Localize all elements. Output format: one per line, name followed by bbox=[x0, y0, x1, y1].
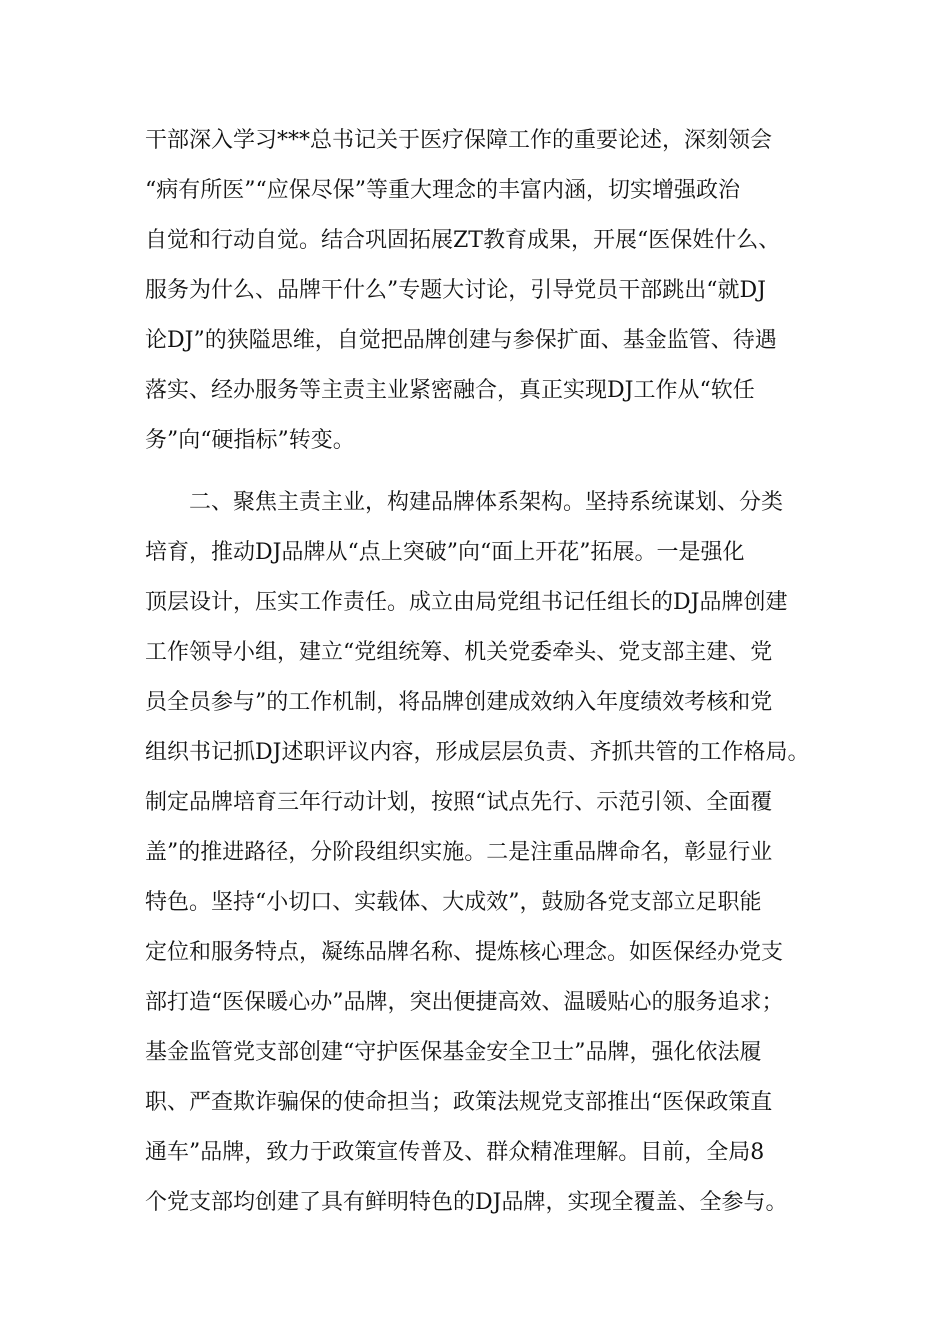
paragraph-line: 员全员参与”的工作机制，将品牌创建成效纳入年度绩效考核和党 bbox=[145, 690, 773, 715]
paragraph-line: 论DJ”的狭隘思维，自觉把品牌创建与参保扩面、基金监管、待遇 bbox=[145, 328, 777, 353]
paragraph-line: 特色。坚持“小切口、实载体、大成效”，鼓励各党支部立足职能 bbox=[145, 890, 762, 915]
paragraph-line: 通车”品牌，致力于政策宣传普及、群众精准理解。目前，全局8 bbox=[145, 1140, 765, 1165]
paragraph-line: 落实、经办服务等主责主业紧密融合，真正实现DJ工作从“软任 bbox=[145, 378, 755, 403]
paragraph-line: 工作领导小组，建立“党组统筹、机关党委牵头、党支部主建、党 bbox=[145, 640, 773, 665]
paragraph-heading-line: 二、聚焦主责主业，构建品牌体系架构。坚持系统谋划、分类 bbox=[189, 490, 784, 515]
paragraph-2 bbox=[145, 478, 825, 1228]
paragraph-line: 组织书记抓DJ述职评议内容，形成层层负责、齐抓共管的工作格局。 bbox=[145, 740, 810, 765]
paragraph-line: 定位和服务特点，凝练品牌名称、提炼核心理念。如医保经办党支 bbox=[145, 940, 784, 965]
paragraph-1 bbox=[145, 116, 825, 466]
paragraph-line: “病有所医”“应保尽保”等重大理念的丰富内涵，切实增强政治 bbox=[145, 178, 740, 203]
paragraph-line: 顶层设计，压实工作责任。成立由局党组书记任组长的DJ品牌创建 bbox=[145, 590, 788, 615]
paragraph-line: 培育，推动DJ品牌从“点上突破”向“面上开花”拓展。一是强化 bbox=[145, 540, 745, 565]
paragraph-line: 自觉和行动自觉。结合巩固拓展ZT教育成果，开展“医保姓什么、 bbox=[145, 228, 781, 253]
paragraph-line: 服务为什么、品牌干什么”专题大讨论，引导党员干部跳出“就DJ bbox=[145, 278, 766, 303]
paragraph-line: 部打造“医保暖心办”品牌，突出便捷高效、温暖贴心的服务追求； bbox=[145, 990, 784, 1015]
paragraph-line: 制定品牌培育三年行动计划，按照“试点先行、示范引领、全面覆 bbox=[145, 790, 773, 815]
paragraph-line: 基金监管党支部创建“守护医保基金安全卫士”品牌，强化依法履 bbox=[145, 1040, 762, 1065]
paragraph-line: 盖”的推进路径，分阶段组织实施。二是注重品牌命名，彰显行业 bbox=[145, 840, 773, 865]
paragraph-line: 务”向“硬指标”转变。 bbox=[145, 428, 355, 453]
paragraph-line: 个党支部均创建了具有鲜明特色的DJ品牌，实现全覆盖、全参与。 bbox=[145, 1190, 788, 1215]
paragraph-line: 干部深入学习***总书记关于医疗保障工作的重要论述，深刻领会 bbox=[145, 128, 773, 153]
paragraph-line: 职、严查欺诈骗保的使命担当；政策法规党支部推出“医保政策直 bbox=[145, 1090, 773, 1115]
